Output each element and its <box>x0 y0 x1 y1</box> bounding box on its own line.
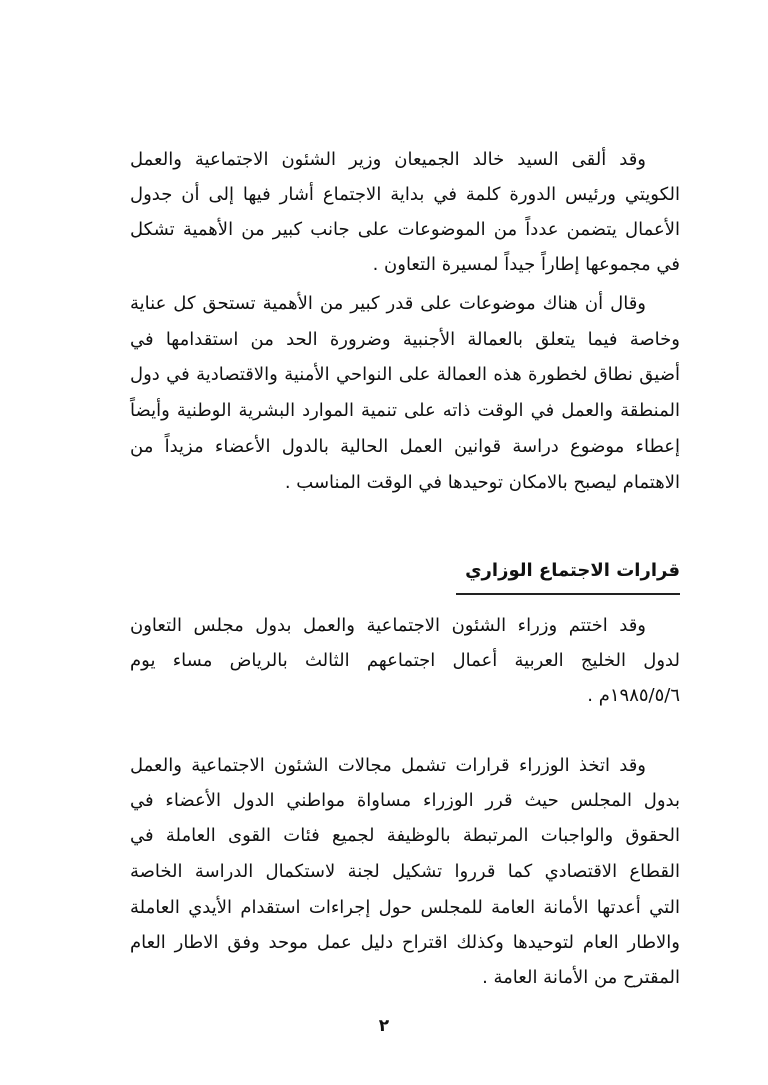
text-line: بدول المجلس حيث قرر الوزراء مساواة مواطني الدول الأعضاء في <box>130 790 680 811</box>
text-line: والاطار العام لتوحيدها وكذلك اقتراح دليل عمل موحد وفق الاطار العام <box>130 932 680 953</box>
text-line: إعطاء موضوع دراسة قوانين العمل الحالية بالدول الأعضاء مزيداً من <box>130 436 680 457</box>
text-line: وقد اختتم وزراء الشئون الاجتماعية والعمل بدول مجلس التعاون <box>130 615 646 636</box>
text-line: وخاصة فيما يتعلق بالعمالة الأجنبية وضرورة الحد من استقدامها في <box>130 329 680 350</box>
text-line: الكويتي ورئيس الدورة كلمة في بداية الاجتماع أشار فيها إلى أن جدول <box>130 184 680 205</box>
text-line: المقترح من الأمانة العامة . <box>482 967 680 988</box>
text-line: لدول الخليج العربية أعمال اجتماعهم الثالث بالرياض مساء يوم <box>130 650 680 671</box>
text-line: القطاع الاقتصادي كما قرروا تشكيل لجنة لاستكمال الدراسة الخاصة <box>130 861 680 882</box>
text-line: المنطقة والعمل في الوقت ذاته على تنمية الموارد البشرية الوطنية وأيضاً <box>130 400 680 421</box>
text-line: في مجموعها إطاراً جيداً لمسيرة التعاون . <box>372 254 680 275</box>
text-line: وقد اتخذ الوزراء قرارات تشمل مجالات الشئون الاجتماعية والعمل <box>130 755 646 776</box>
text-line: ١٩٨٥/٥/٦م . <box>587 685 680 706</box>
text-line: الاهتمام ليصبح بالامكان توحيدها في الوقت المناسب . <box>284 472 680 493</box>
text-line: الأعمال يتضمن عدداً من الموضوعات على جانب كبير من الأهمية تشكل <box>130 219 680 240</box>
page-number: ٢ <box>378 1016 390 1036</box>
text-line: أضيق نطاق لخطورة هذه العمالة على النواحي الأمنية والاقتصادية في دول <box>130 364 680 385</box>
heading-underline <box>456 593 680 595</box>
text-line: التي أعدتها الأمانة العامة للمجلس حول إجراءات استقدام الأيدي العاملة <box>130 897 680 918</box>
text-line: وقال أن هناك موضوعات على قدر كبير من الأهمية تستحق كل عناية <box>130 293 646 314</box>
text-line: وقد ألقى السيد خالد الجميعان وزير الشئون الاجتماعية والعمل <box>130 149 646 170</box>
section-heading: قرارات الاجتماع الوزاري <box>465 560 680 581</box>
text-line: الحقوق والواجبات المرتبطة بالوظيفة لجميع فئات القوى العاملة في <box>130 825 680 846</box>
